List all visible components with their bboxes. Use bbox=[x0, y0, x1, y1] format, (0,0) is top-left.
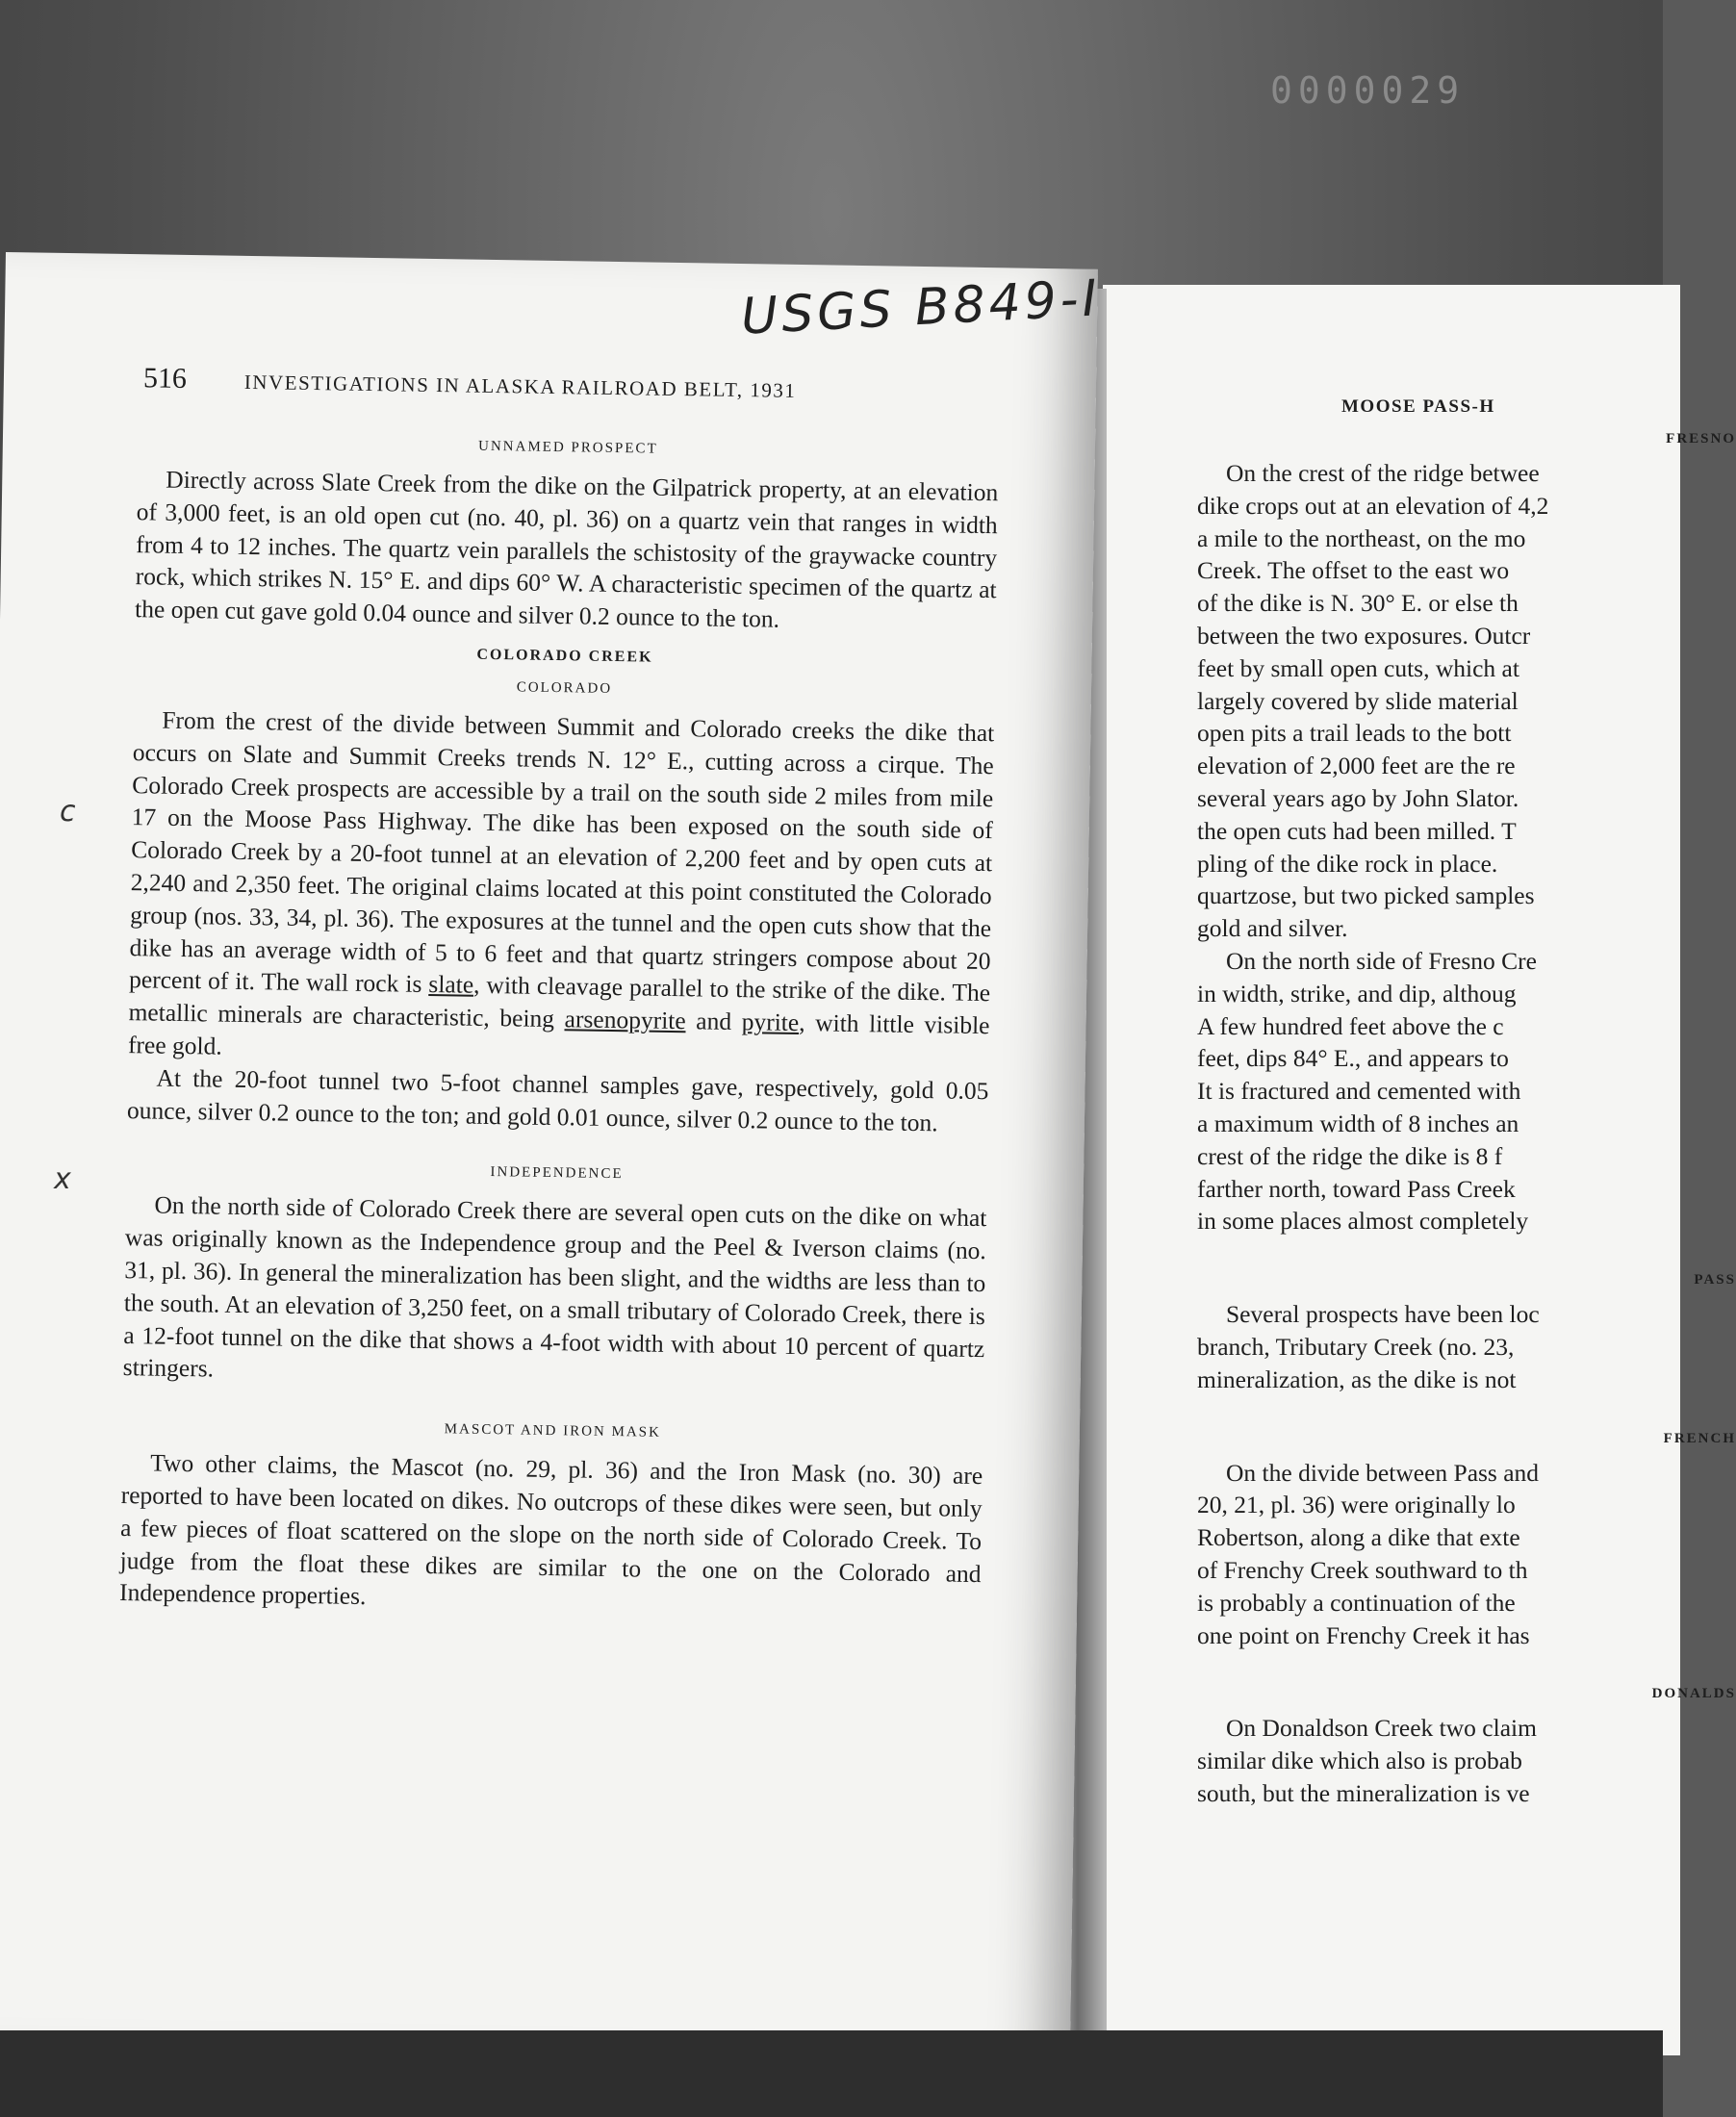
text-line: in some places almost completely bbox=[1197, 1207, 1529, 1236]
underlined-term: pyrite bbox=[741, 1007, 800, 1037]
text-line: pling of the dike rock in place. bbox=[1197, 849, 1498, 878]
handwritten-annotation: USGS B849-I bbox=[739, 269, 1103, 346]
text-line: similar dike which also is probab bbox=[1197, 1747, 1522, 1775]
text-line: feet, dips 84° E., and appears to bbox=[1197, 1044, 1509, 1073]
text-line: On the crest of the ridge betwee bbox=[1226, 459, 1540, 487]
text-line: open pits a trail leads to the bott bbox=[1197, 719, 1512, 748]
text-line: farther north, toward Pass Creek bbox=[1197, 1174, 1516, 1203]
text-run: , with cleavage parallel to the strike of the dike. The metallic minerals are characteristic, being bbox=[128, 971, 991, 1033]
text-run: From the crest of the divide between Summit and Colorado creeks the dike that occurs on Slate and Summit Creeks trends N. 12° E., cutting across a cirque. The Colorado Creek prospects are accessible by a trail on the south side 2 miles from mile 17 on the Moose Pass Highway. The dike has been exposed on the south side of Colorado Creek by a 20-foot tunnel at an elevation of 2,200 feet and by open cuts at 2,240 and 2,350 feet. The original claims located at this point constituted the Colorado group (nos. 33, 34, pl. 36). The exposures at the tunnel and the open cuts show that the dike has an average width of 5 to 6 feet and that quartz stringers compose about 20 percent of it. The wall rock is bbox=[128, 705, 995, 999]
text-line: of the dike is N. 30° E. or else th bbox=[1197, 589, 1519, 618]
paragraph: At the 20-foot tunnel two 5-foot channel samples gave, respectively, gold 0.05 ounce, silver 0.2 ounce to the ton; and gold 0.01 ounce, silver 0.2 ounce to the ton. bbox=[126, 1063, 989, 1136]
block-gap bbox=[1197, 1237, 1736, 1263]
underlined-term: slate bbox=[428, 970, 474, 1000]
text-line: Creek. The offset to the east wo bbox=[1197, 556, 1510, 585]
text-line: dike crops out at an elevation of 4,2 bbox=[1197, 491, 1549, 520]
section-heading: UNNAMED PROSPECT bbox=[477, 438, 658, 457]
text-line: On Donaldson Creek two claim bbox=[1226, 1714, 1537, 1743]
right-page bbox=[1103, 285, 1736, 2055]
archive-stamp: 0000029 bbox=[1270, 69, 1466, 112]
text-line: Robertson, along a dike that exte bbox=[1197, 1523, 1520, 1552]
margin-mark: x bbox=[54, 1162, 71, 1196]
paragraph: On the north side of Colorado Creek there are several open cuts on the dike on what was originally known as the Independence group and the Peel & Iverson claims (no. 31, pl. 36). In general the mineralization has been slight, and the widths are less than to the south. At an elevation of 3,250 feet, on a small tributary of Colorado Creek, there is a 12-foot tunnel on the dike that shows a 4-foot width with about 10 percent of quartz stringers. bbox=[122, 1190, 987, 1383]
text-line: It is fractured and cemented with bbox=[1197, 1077, 1521, 1106]
left-page bbox=[0, 252, 1098, 2059]
text-line: of Frenchy Creek southward to th bbox=[1197, 1555, 1528, 1584]
paragraph: Two other claims, the Mascot (no. 29, pl. 36) and the Iron Mask (no. 30) are reported to have been located on dikes. No outcrops of these dikes were seen, but only a few pieces of float scattered on the slope on the north side of Colorado Creek. To judge from the float these dikes are similar to the one on the Colorado and Independence properties. bbox=[118, 1448, 983, 1611]
underlined-term: arsenopyrite bbox=[564, 1005, 686, 1035]
running-title: INVESTIGATIONS IN ALASKA RAILROAD BELT, 1931 bbox=[243, 370, 797, 402]
text-line: largely covered by slide material bbox=[1197, 686, 1519, 715]
text-line: Several prospects have been loc bbox=[1226, 1300, 1540, 1329]
text-line: branch, Tributary Creek (no. 23, bbox=[1197, 1332, 1515, 1361]
right-running-title: MOOSE PASS-H bbox=[1341, 396, 1495, 417]
block-gap bbox=[1197, 1651, 1736, 1676]
section-heading: INDEPENDENCE bbox=[490, 1164, 624, 1183]
right-page-column bbox=[1197, 396, 1736, 1810]
paragraph: Directly across Slate Creek from the dike on the Gilpatrick property, at an elevation of 3,000 feet, is an old open cut (no. 40, pl. 36) on a quartz vein that ranges in width from 4 to 12 inches. The quartz vein parallels the schistosity of the graywacke country rock, which strikes N. 15° E. and dips 60° W. A characteristic specimen of the quartz at the open cut gave gold 0.04 ounce and silver 0.2 ounce to the ton. bbox=[134, 465, 999, 633]
section-heading: DONALDS bbox=[1651, 1686, 1736, 1702]
text-line: A few hundred feet above the c bbox=[1197, 1011, 1504, 1040]
section-heading: FRESNO bbox=[1666, 431, 1736, 446]
text-line: quartzose, but two picked samples bbox=[1197, 881, 1535, 910]
text-line: elevation of 2,000 feet are the re bbox=[1197, 752, 1516, 780]
text-line: On the north side of Fresno Cre bbox=[1226, 946, 1537, 975]
text-line: On the divide between Pass and bbox=[1226, 1458, 1540, 1487]
text-line: in width, strike, and dip, althoug bbox=[1197, 979, 1517, 1007]
page-number: 516 bbox=[142, 362, 188, 395]
text-line: one point on Frenchy Creek it has bbox=[1197, 1620, 1530, 1649]
text-line: a mile to the northeast, on the mo bbox=[1197, 523, 1526, 552]
margin-mark: c bbox=[60, 795, 76, 829]
block-gap bbox=[1197, 1396, 1736, 1421]
section-heading: COLORADO CREEK bbox=[476, 646, 653, 666]
scan-bottom-edge bbox=[0, 2030, 1663, 2117]
text-line: 20, 21, pl. 36) were originally lo bbox=[1197, 1491, 1516, 1519]
text-line: south, but the mineralization is ve bbox=[1197, 1778, 1530, 1807]
paragraph bbox=[128, 703, 995, 1075]
text-run: and bbox=[685, 1007, 742, 1036]
text-line: between the two exposures. Outcr bbox=[1197, 621, 1531, 650]
left-text-column bbox=[119, 418, 999, 1622]
section-heading: MASCOT AND IRON MASK bbox=[444, 1421, 662, 1441]
text-line: mineralization, as the dike is not bbox=[1197, 1365, 1517, 1393]
text-line: is probably a continuation of the bbox=[1197, 1588, 1516, 1617]
text-line: several years ago by John Slator. bbox=[1197, 783, 1519, 812]
subsection-heading: COLORADO bbox=[516, 679, 613, 697]
text-line: crest of the ridge the dike is 8 f bbox=[1197, 1141, 1503, 1170]
text-line: the open cuts had been milled. T bbox=[1197, 816, 1517, 845]
section-heading: FRENCH bbox=[1663, 1430, 1736, 1446]
text-run: , with little visible free gold. bbox=[127, 1008, 990, 1060]
text-line: a maximum width of 8 inches an bbox=[1197, 1109, 1519, 1137]
page-header bbox=[143, 362, 1009, 408]
section-heading: PASS bbox=[1694, 1272, 1736, 1288]
text-line: gold and silver. bbox=[1197, 914, 1348, 943]
text-line: feet by small open cuts, which at bbox=[1197, 653, 1519, 682]
